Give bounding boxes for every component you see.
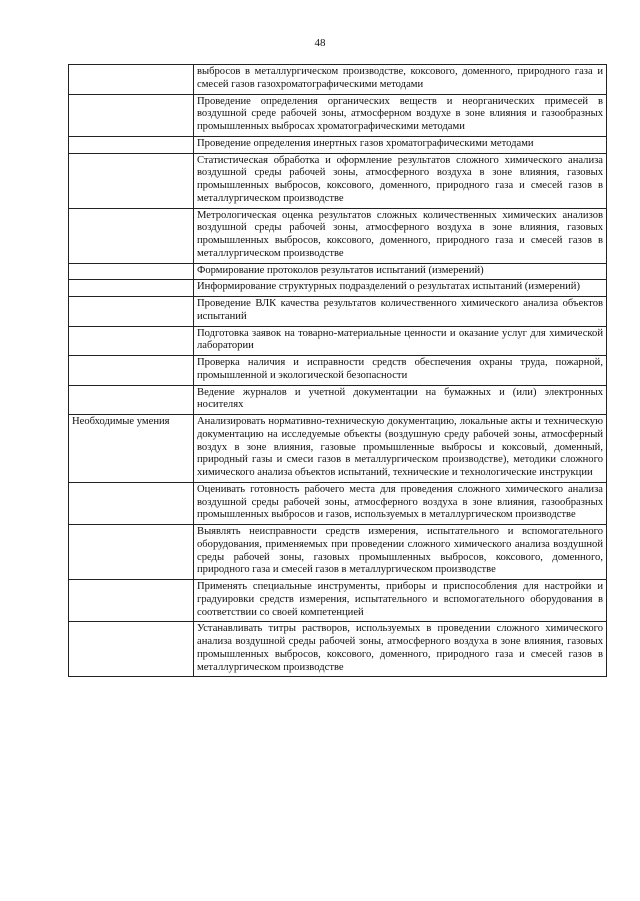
table-cell: Применять специальные инструменты, приборы и приспособления для настройки и градуировки средств измерения, испытательного и вспомогательного оборудования в соответствии со своей компетенцией	[194, 580, 607, 622]
competency-table	[68, 64, 607, 677]
table-cell: Ведение журналов и учетной документации на бумажных и (или) электронных носителях	[194, 385, 607, 415]
table-row	[69, 94, 607, 136]
table-row	[69, 136, 607, 153]
table-cell: Устанавливать титры растворов, используемых в проведении сложного химического анализа воздушной среды рабочей зоны, атмосферного воздуха в зоне влияния, газовых промышленных выбросов, коксового, доменного, природного газа и смесей газов в металлургическом производстве	[194, 622, 607, 677]
table-row	[69, 297, 607, 327]
table-row	[69, 208, 607, 263]
section-label	[69, 65, 194, 95]
table-cell: Статистическая обработка и оформление результатов сложного химического анализа воздушной среды рабочей зоны, атмосферного воздуха в зоне влияния, газовых промышленных выбросов, коксового, доменного, природного газа и смесей газов в металлургическом производстве	[194, 153, 607, 208]
page-number: 48	[314, 37, 326, 49]
table-row	[69, 622, 607, 677]
table-cell: Оценивать готовность рабочего места для проведения сложного химического анализа воздушной среды рабочей зоны, атмосферного воздуха в зоне влияния, газообразных промышленных выбросов и газов, используемых в металлургическом производстве	[194, 482, 607, 524]
table-row	[69, 153, 607, 208]
table-cell: Подготовка заявок на товарно-материальные ценности и оказание услуг для химической лаборатории	[194, 326, 607, 356]
table-cell: Метрологическая оценка результатов сложных количественных химических анализов воздушной среды рабочей зоны, атмосферного воздуха в зоне влияния, газовых промышленных выбросов, коксового, доменного, природного газа и смесей газов в металлургическом производстве	[194, 208, 607, 263]
section-label-skills: Необходимые умения	[69, 415, 194, 483]
table-cell: Проведение определения инертных газов хроматографическими методами	[194, 136, 607, 153]
table-row	[69, 580, 607, 622]
table-row	[69, 415, 607, 483]
table-cell: Выявлять неисправности средств измерения, испытательного и вспомогательного оборудования, применяемых при проведении сложного химического анализа воздушной среды рабочей зоны, газовых промышленных выбросов, коксового, доменного, природного газа и смесей газов в металлургическом производстве	[194, 525, 607, 580]
table-row	[69, 356, 607, 386]
table-row	[69, 65, 607, 95]
table-row	[69, 385, 607, 415]
table-row	[69, 280, 607, 297]
table-cell: Информирование структурных подразделений о результатах испытаний (измерений)	[194, 280, 607, 297]
table-cell: Проведение ВЛК качества результатов количественного химического анализа объектов испытаний	[194, 297, 607, 327]
table-cell: выбросов в металлургическом производстве, коксового, доменного, природного газа и смесей газов газохроматографическими методами	[194, 65, 607, 95]
table-cell: Формирование протоколов результатов испытаний (измерений)	[194, 263, 607, 280]
table-row	[69, 263, 607, 280]
table-cell: Анализировать нормативно-техническую документацию, локальные акты и техническую документацию на исследуемые объекты (воздушную среду рабочей зоны, атмосферный воздух в зоне влияния, газовые промышленные выбросы и коксовый, доменный, природный газы и смеси газов в металлургическом производстве), методики сложного химического анализа объектов испытаний, технические и технологические инструкции	[194, 415, 607, 483]
table-cell: Проверка наличия и исправности средств обеспечения охраны труда, пожарной, промышленной и экологической безопасности	[194, 356, 607, 386]
table-row	[69, 482, 607, 524]
table-cell: Проведение определения органических веществ и неорганических примесей в воздушной среде рабочей зоны, атмосферном воздухе в зоне влияния и газообразных промышленных выбросах хроматографическими методами	[194, 94, 607, 136]
table-row	[69, 326, 607, 356]
table-row	[69, 525, 607, 580]
